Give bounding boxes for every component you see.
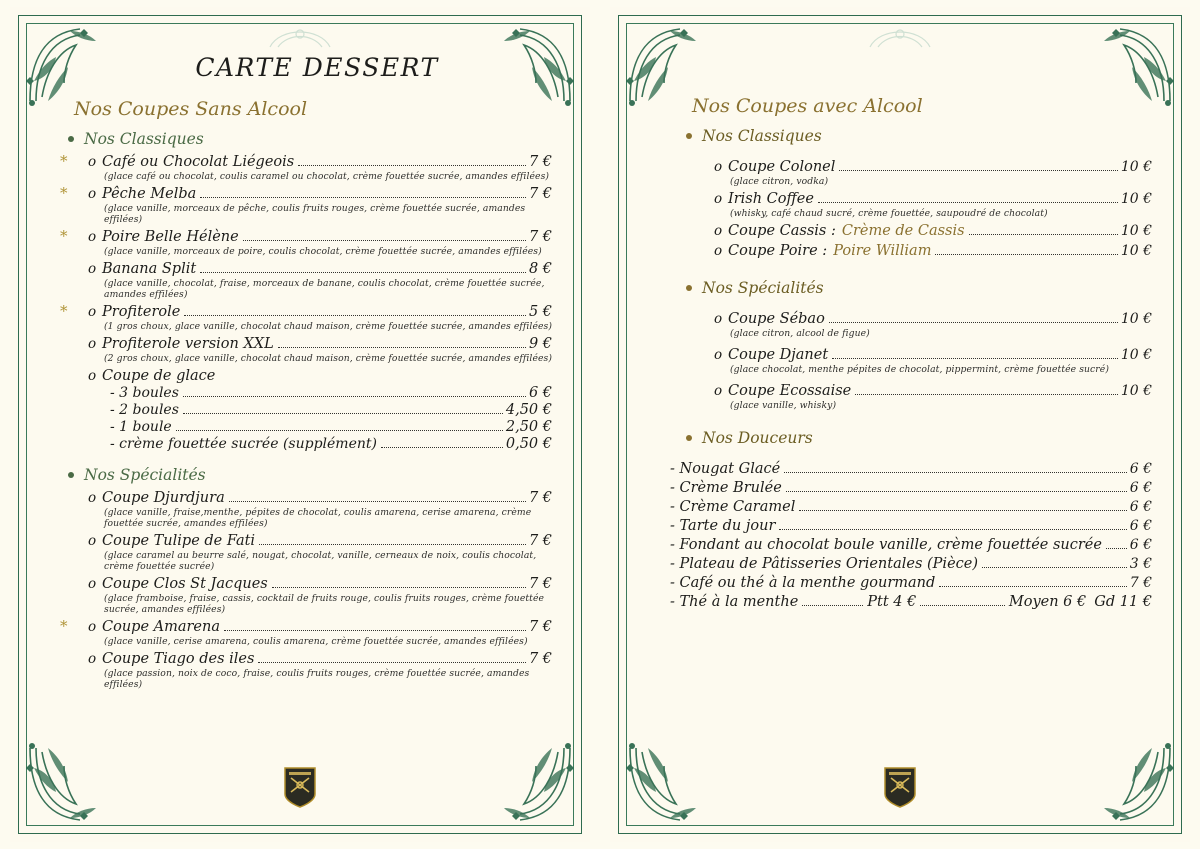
- corner-ornament-icon: [490, 742, 576, 828]
- tier-price-medium: Moyen 6 €: [1008, 594, 1087, 610]
- menu-item: [652, 223, 1152, 239]
- item-list-classiques-sans-alcool: [52, 154, 552, 452]
- item-price: 7 €: [528, 533, 552, 549]
- variant-price: 0,50 €: [505, 436, 552, 452]
- section-title-avec-alcool: Nos Coupes avec Alcool: [692, 95, 923, 117]
- item-prefix: o: [714, 191, 723, 207]
- leader-dots: [832, 358, 1118, 359]
- asterisk-icon: *: [60, 617, 68, 635]
- item-price: 6 €: [1129, 499, 1152, 515]
- variant-name: - 2 boules: [110, 402, 179, 418]
- asterisk-icon: *: [60, 302, 68, 320]
- item-prefix: o: [88, 229, 97, 245]
- left-page-content: [52, 43, 552, 752]
- subsection-douceurs: [686, 429, 1152, 447]
- item-prefix: o: [88, 576, 97, 592]
- item-prefix: o: [714, 347, 723, 363]
- menu-item: [652, 383, 1152, 411]
- leader-dots: [229, 501, 526, 502]
- item-name: - Plateau de Pâtisseries Orientales (Pièce): [670, 556, 979, 572]
- item-name: Café ou Chocolat Liégeois: [102, 154, 295, 170]
- item-name: - Fondant au chocolat boule vanille, crème fouettée sucrée: [670, 537, 1102, 553]
- item-description: (glace chocolat, menthe pépites de chocolat, pippermint, crème fouettée sucré): [730, 364, 1110, 375]
- leader-dots: [381, 447, 503, 448]
- item-price: 7 €: [528, 490, 552, 506]
- item-prefix: o: [714, 223, 723, 239]
- item-price: 10 €: [1120, 243, 1152, 259]
- item-name: Coupe Djanet: [728, 347, 829, 363]
- item-price: 7 €: [528, 154, 552, 170]
- menu-item: [52, 619, 552, 647]
- item-description: (glace vanille, morceaux de poire, coulis chocolat, crème fouettée sucrée, amandes effilées): [104, 246, 542, 257]
- item-name: Coupe Tiago des iles: [102, 651, 255, 667]
- menu-item: [52, 186, 552, 225]
- item-prefix: o: [88, 336, 97, 352]
- variant-row: [52, 402, 552, 418]
- item-name: - Tarte du jour: [670, 518, 776, 534]
- item-description: (glace citron, alcool de figue): [730, 328, 870, 339]
- item-description: (glace vanille, fraise,menthe, pépites de chocolat, coulis amarena, cerise amarena, crème fouettée sucrée, amandes effilées): [104, 507, 532, 529]
- item-prefix: o: [88, 261, 97, 277]
- item-price: 10 €: [1120, 311, 1152, 327]
- item-price: 9 €: [528, 336, 552, 352]
- item-price: 7 €: [528, 186, 552, 202]
- item-price: 7 €: [528, 651, 552, 667]
- variant-row: [52, 419, 552, 435]
- leader-dots: [784, 472, 1127, 473]
- item-description: (glace caramel au beurre salé, nougat, chocolat, vanille, cerneaux de noix, coulis chocolat, crème fouettée sucrée): [104, 550, 537, 572]
- item-name: Coupe Cassis :: [728, 223, 836, 239]
- item-description: (glace vanille, morceaux de pêche, coulis fruits rouges, crème fouettée sucrée, amandes effilées): [104, 203, 526, 225]
- item-name: Pêche Melba: [102, 186, 197, 202]
- item-description: (glace vanille, whisky): [730, 400, 837, 411]
- item-price: 5 €: [528, 304, 552, 320]
- leader-dots: [224, 630, 526, 631]
- item-price: 10 €: [1120, 159, 1152, 175]
- subsection-classiques-alcool: [686, 127, 1152, 145]
- bullet-icon: [686, 435, 692, 441]
- tier-price-small: Ptt 4 €: [867, 594, 917, 610]
- item-price: 10 €: [1120, 347, 1152, 363]
- bullet-icon: [68, 472, 74, 478]
- leader-dots: [272, 587, 526, 588]
- leader-dots: [939, 586, 1126, 587]
- menu-item: [652, 311, 1152, 339]
- item-name: - Nougat Glacé: [670, 461, 781, 477]
- item-list-specialites-alcool: [652, 311, 1152, 411]
- variant-name: - 1 boule: [110, 419, 172, 435]
- leader-dots: [802, 605, 863, 606]
- section-title-sans-alcool: Nos Coupes Sans Alcool: [74, 98, 308, 120]
- restaurant-crest-logo: [283, 766, 317, 808]
- item-price: 8 €: [528, 261, 552, 277]
- variant-name: - crème fouettée sucrée (supplément): [110, 436, 377, 452]
- leader-dots: [818, 202, 1118, 203]
- item-name: - Crème Caramel: [670, 499, 796, 515]
- menu-item-coupe-de-glace: [52, 368, 552, 452]
- menu-item: [652, 461, 1152, 477]
- leader-dots: [183, 413, 503, 414]
- right-page-content: [652, 43, 1152, 752]
- item-name: Coupe Tulipe de Fati: [102, 533, 256, 549]
- leader-dots: [278, 347, 526, 348]
- item-price: 7 €: [528, 576, 552, 592]
- item-price: 6 €: [1129, 518, 1152, 534]
- item-name: Profiterole version XXL: [102, 336, 274, 352]
- item-price: 10 €: [1120, 383, 1152, 399]
- menu-item: [652, 243, 1152, 259]
- asterisk-icon: *: [60, 227, 68, 245]
- leader-dots: [176, 430, 503, 431]
- leader-dots: [935, 254, 1117, 255]
- leader-dots: [1106, 548, 1127, 549]
- subsection-label: Nos Spécialités: [702, 279, 824, 297]
- item-name: Coupe de glace: [102, 368, 216, 384]
- item-price: 10 €: [1120, 191, 1152, 207]
- item-name: Coupe Djurdjura: [102, 490, 225, 506]
- leader-dots: [855, 394, 1118, 395]
- corner-ornament-icon: [624, 742, 710, 828]
- menu-item: [52, 651, 552, 690]
- leader-dots: [982, 567, 1127, 568]
- menu-item: [652, 518, 1152, 534]
- page-title: CARTE DESSERT: [195, 53, 439, 82]
- item-prefix: o: [88, 154, 97, 170]
- corner-ornament-icon: [1090, 742, 1176, 828]
- item-price: 7 €: [528, 619, 552, 635]
- item-price: 6 €: [1129, 461, 1152, 477]
- variant-row: [52, 436, 552, 452]
- menu-item: [52, 154, 552, 182]
- leader-dots: [243, 240, 526, 241]
- item-prefix: o: [88, 304, 97, 320]
- item-prefix: o: [88, 368, 97, 384]
- tier-price-large: Gd 11 €: [1094, 594, 1152, 610]
- item-description: (glace citron, vodka): [730, 176, 829, 187]
- menu-item: [652, 159, 1152, 187]
- leader-dots: [839, 170, 1117, 171]
- item-description: (1 gros choux, glace vanille, chocolat chaud maison, crème fouettée sucrée, amandes effilées): [104, 321, 553, 332]
- restaurant-crest-logo: [883, 766, 917, 808]
- corner-ornament-icon: [24, 742, 110, 828]
- leader-dots: [799, 510, 1126, 511]
- subsection-label: Nos Douceurs: [702, 429, 813, 447]
- item-name: - Crème Brulée: [670, 480, 782, 496]
- item-prefix: o: [88, 651, 97, 667]
- menu-item: [52, 490, 552, 529]
- bullet-icon: [686, 133, 692, 139]
- leader-dots: [969, 234, 1118, 235]
- item-price: 7 €: [528, 229, 552, 245]
- leader-dots: [786, 491, 1127, 492]
- menu-item: [52, 304, 552, 332]
- item-price: 7 €: [1129, 575, 1152, 591]
- subsection-label: Nos Spécialités: [84, 466, 206, 484]
- variant-price: 6 €: [528, 385, 552, 401]
- bullet-icon: [68, 136, 74, 142]
- variant-row: [52, 385, 552, 401]
- leader-dots: [200, 197, 526, 198]
- menu-item: [652, 556, 1152, 572]
- subsection-label: Nos Classiques: [84, 130, 204, 148]
- leader-dots: [259, 544, 526, 545]
- subsection-specialites-alcool: [686, 279, 1152, 297]
- menu-item: [652, 499, 1152, 515]
- leader-dots: [829, 322, 1118, 323]
- menu-item: [52, 229, 552, 257]
- leader-dots: [183, 396, 526, 397]
- leader-dots: [779, 529, 1126, 530]
- menu-item: [52, 576, 552, 615]
- menu-item: [652, 480, 1152, 496]
- item-description: (glace framboise, fraise, cassis, cocktail de fruits rouge, coulis fruits rouges, crème fouettée sucrée, amandes effilées): [104, 593, 545, 615]
- item-description: (glace passion, noix de coco, fraise, coulis fruits rouges, crème fouettée sucrée, amandes effilées): [104, 668, 530, 690]
- item-name: Coupe Ecossaise: [728, 383, 852, 399]
- item-description: (2 gros choux, glace vanille, chocolat chaud maison, crème fouettée sucrée, amandes effilées): [104, 353, 553, 364]
- menu-page-right: [610, 7, 1190, 842]
- item-list-classiques-alcool: [652, 159, 1152, 259]
- item-name: - Thé à la menthe: [670, 594, 799, 610]
- item-description: (whisky, café chaud sucré, crème fouettée, saupoudré de chocolat): [730, 208, 1048, 219]
- menu-item: [52, 533, 552, 572]
- menu-item: [652, 537, 1152, 553]
- leader-dots: [200, 272, 526, 273]
- menu-page-left: [10, 7, 590, 842]
- item-description: (glace café ou chocolat, coulis caramel ou chocolat, crème fouettée sucrée, amandes effilées): [104, 171, 550, 182]
- item-price: 3 €: [1129, 556, 1152, 572]
- item-name: Banana Split: [102, 261, 197, 277]
- leader-dots: [920, 605, 1005, 606]
- item-description: (glace vanille, chocolat, fraise, morceaux de banane, coulis chocolat, crème fouettée sucrée, amandes effilées): [104, 278, 545, 300]
- item-list-douceurs: [652, 461, 1152, 610]
- item-prefix: o: [714, 243, 723, 259]
- item-price: 10 €: [1120, 223, 1152, 239]
- menu-item: [52, 261, 552, 300]
- menu-item: [652, 347, 1152, 375]
- asterisk-icon: *: [60, 152, 68, 170]
- leader-dots: [298, 165, 526, 166]
- item-prefix: o: [714, 383, 723, 399]
- item-name: - Café ou thé à la menthe gourmand: [670, 575, 936, 591]
- leader-dots: [258, 662, 526, 663]
- leader-dots: [184, 315, 526, 316]
- item-description: (glace vanille, cerise amarena, coulis amarena, crème fouettée sucrée, amandes effilées): [104, 636, 528, 647]
- item-suffix: Crème de Cassis: [841, 223, 965, 239]
- item-name: Profiterole: [102, 304, 181, 320]
- item-name: Coupe Colonel: [728, 159, 836, 175]
- item-name: Coupe Sébao: [728, 311, 825, 327]
- item-prefix: o: [88, 533, 97, 549]
- subsection-classiques: [68, 130, 552, 148]
- item-name: Poire Belle Hélène: [102, 229, 239, 245]
- item-suffix: Poire William: [833, 243, 932, 259]
- asterisk-icon: *: [60, 184, 68, 202]
- item-price: 6 €: [1129, 537, 1152, 553]
- subsection-specialites: [68, 466, 552, 484]
- menu-item: [652, 191, 1152, 219]
- subsection-label: Nos Classiques: [702, 127, 822, 145]
- variant-price: 2,50 €: [505, 419, 552, 435]
- variant-price: 4,50 €: [505, 402, 552, 418]
- item-prefix: o: [88, 186, 97, 202]
- item-name: Coupe Clos St Jacques: [102, 576, 268, 592]
- item-prefix: o: [714, 159, 723, 175]
- item-prefix: o: [88, 619, 97, 635]
- item-prefix: o: [88, 490, 97, 506]
- item-name: Irish Coffee: [728, 191, 814, 207]
- item-list-specialites-sans-alcool: [52, 490, 552, 690]
- menu-item: [652, 575, 1152, 591]
- item-prefix: o: [714, 311, 723, 327]
- item-name: Coupe Amarena: [102, 619, 220, 635]
- variant-name: - 3 boules: [110, 385, 179, 401]
- bullet-icon: [686, 285, 692, 291]
- item-price: 6 €: [1129, 480, 1152, 496]
- menu-item-tiered: [652, 594, 1152, 610]
- menu-item: [52, 336, 552, 364]
- item-name: Coupe Poire :: [728, 243, 828, 259]
